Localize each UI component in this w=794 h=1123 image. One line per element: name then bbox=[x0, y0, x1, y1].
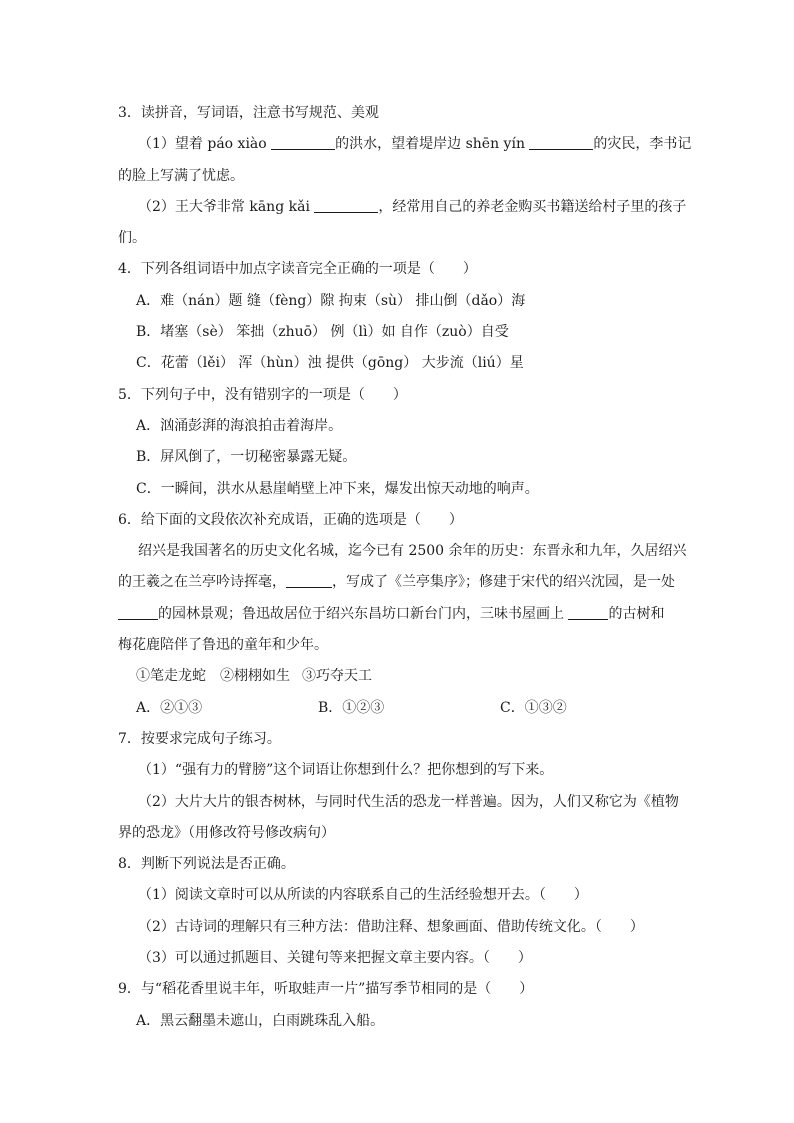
answer-blank[interactable] bbox=[271, 133, 335, 150]
question-6-option-c: C．①③② bbox=[500, 699, 567, 716]
question-8-sub-1: （1）阅读文章时可以从所读的内容联系自己的生活经验想开去。（ ） bbox=[138, 887, 588, 904]
answer-blank[interactable] bbox=[568, 603, 608, 620]
question-9-stem: 9．与“稻花香里说丰年，听取蛙声一片”描写季节相同的是（ ） bbox=[118, 981, 534, 998]
question-6-options bbox=[118, 693, 680, 724]
question-3-sub-1: （1）望着 páo xiào 的洪水，望着堤岸边 shēn yín 的灾民，李书记 bbox=[118, 129, 680, 160]
question-4-option-b: B．堵塞（sè） 笨拙（zhuō） 例（lì）如 自作（zuò）自受 bbox=[136, 324, 509, 341]
question-4-option-a: A．难（nán）题 缝（fèng）隙 拘束（sù） 排山倒（dǎo）海 bbox=[136, 292, 526, 309]
question-7-stem: 7．按要求完成句子练习。 bbox=[118, 730, 281, 747]
question-3-sub-2: （2）王大爷非常 kāng kǎi ，经常用自己的养老金购买书籍送给村子里的孩子 bbox=[118, 192, 680, 223]
question-3-sub-2-cont: 们。 bbox=[118, 230, 146, 247]
question-8-stem: 8．判断下列说法是否正确。 bbox=[118, 856, 295, 873]
question-6-passage-line-3: 的园林景观；鲁迅故居位于绍兴东昌坊口新台门内，三味书屋画上 的古树和 bbox=[118, 599, 680, 630]
question-5-option-c: C．一瞬间，洪水从悬崖峭壁上冲下来，爆发出惊天动地的响声。 bbox=[136, 480, 539, 497]
idiom-1: ①笔走龙蛇 bbox=[136, 668, 206, 685]
answer-blank[interactable] bbox=[286, 571, 332, 588]
answer-blank[interactable] bbox=[314, 196, 378, 213]
question-6-stem: 6．给下面的文段依次补充成语，正确的选项是（ ） bbox=[118, 511, 463, 528]
question-9-option-a: A．黑云翻墨未遮山，白雨跳珠乱入船。 bbox=[136, 1012, 385, 1029]
question-3-stem: 3．读拼音，写词语，注意书写规范、美观 bbox=[118, 105, 379, 121]
idiom-2: ②栩栩如生 bbox=[220, 668, 290, 685]
exam-page bbox=[118, 98, 692, 1037]
question-7-sub-1: （1）“强有力的臂膀”这个词语让你想到什么？把你想到的写下来。 bbox=[138, 762, 554, 779]
question-6-passage-line-2: 的王羲之在兰亭吟诗挥毫， ，写成了《兰亭集序》；修建于宋代的绍兴沈园，是一处 bbox=[118, 567, 680, 598]
question-8-sub-2: （2）古诗词的理解只有三种方法：借助注释、想象画面、借助传统文化。（ ） bbox=[138, 918, 644, 935]
question-6-option-a: A．②①③ bbox=[136, 699, 203, 716]
question-6-passage-line-4: 梅花鹿陪伴了鲁迅的童年和少年。 bbox=[118, 637, 328, 654]
question-8-sub-3: （3）可以通过抓题目、关键句等来把握文章主要内容。（ ） bbox=[138, 950, 532, 967]
question-7-sub-2: （2）大片大片的银杏树林，与同时代生活的恐龙一样普遍。因为，人们又称它为《植物 bbox=[138, 793, 679, 810]
answer-blank[interactable] bbox=[529, 133, 593, 150]
question-5-stem: 5．下列句子中，没有错别字的一项是（ ） bbox=[118, 386, 407, 403]
question-5-option-b: B．屏风倒了，一切秘密暴露无疑。 bbox=[136, 449, 357, 466]
question-7-sub-2-cont: 界的恐龙》（用修改符号修改病句） bbox=[118, 824, 335, 841]
question-4-stem: 4．下列各组词语中加点字读音完全正确的一项是（ ） bbox=[118, 261, 477, 278]
idiom-3: ③巧夺天工 bbox=[302, 668, 372, 685]
question-6-idioms bbox=[118, 661, 680, 692]
question-6-option-b: B．①②③ bbox=[318, 699, 385, 716]
question-5-option-a: A．汹涌彭湃的海浪拍击着海岸。 bbox=[136, 417, 343, 434]
question-6-passage-line-1: 绍兴是我国著名的历史文化名城，迄今已有 2500 余年的历史：东晋永和九年，久居绍兴 bbox=[138, 543, 687, 560]
question-3-sub-1-cont: 的脸上写满了忧虑。 bbox=[118, 167, 244, 184]
answer-blank[interactable] bbox=[118, 603, 158, 620]
question-4-option-c: C．花蕾（lěi） 浑（hùn）浊 提供（gōng） 大步流（liú）星 bbox=[136, 355, 524, 372]
